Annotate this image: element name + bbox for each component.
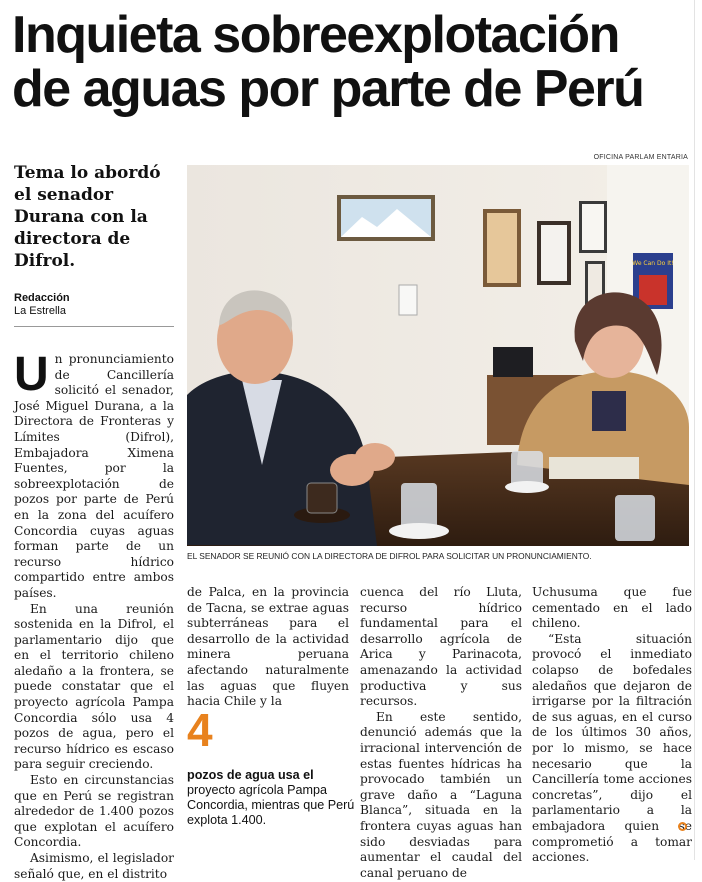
paragraph: Asimismo, el legislador señaló que, en el distrito: [14, 851, 174, 881]
drop-cap: U: [14, 348, 49, 401]
paragraph: Uchusuma que fue cementado en el lado chileno.: [532, 585, 692, 631]
headline-line-2: de aguas por parte de Perú: [12, 60, 644, 118]
headline-line-1: Inquieta sobreexplotación: [12, 6, 619, 64]
paragraph: de Palca, en la provincia de Tacna, se extrae aguas subterráneas para el desarrollo de la actividad minera peruana afectando naturalmente las aguas que fluyen hacia Chile y la: [187, 585, 349, 709]
article-column-2: [187, 585, 349, 710]
article-column-3: [360, 585, 522, 881]
byline-divider: [14, 326, 174, 327]
paragraph: En una reunión sostenida en la Difrol, el parlamentario dijo que en el territorio chileno aledaño a la frontera, se puede constatar que el proyecto agrícola Pampa Concordia sólo usa 4 pozos de agua, pero el recurso hídrico es escaso para seguir creciendo.: [14, 601, 174, 772]
author-name: Redacción: [14, 292, 70, 304]
paragraph: “Esta situación provocó el inmediato colapso de bofedales aledaños que dejaron de irrigarse por la filtración de sus aguas, en el curso de los últimos 30 años, por lo mismo, se hace necesario que la Cancillería tome acciones concretas”, dijo el parlamentario a la embajadora quien se comprometió a tomar acciones.: [532, 631, 692, 865]
stat-text: proyecto agrícola Pampa Concordia, mientras que Perú explota 1.400.: [187, 783, 355, 827]
photo-caption: EL SENADOR SE REUNIÓ CON LA DIRECTORA DE DIFROL PARA SOLICITAR UN PRONUNCIAMIENTO.: [187, 551, 592, 561]
paragraph: Esto en circunstancias que en Perú se registran alrededor de 1.400 pozos que explotan el acuífero Concordia.: [14, 773, 174, 850]
headline: [12, 8, 692, 116]
paragraph: cuenca del río Lluta, recurso hídrico fundamental para el desarrollo agrícola de Arica y Parinacota, amenazando la actividad productiva y sus recursos.: [360, 585, 522, 709]
author-outlet: La Estrella: [14, 305, 66, 317]
stat-number: 4: [187, 704, 213, 756]
article-column-4: [532, 585, 692, 866]
stat-bold-text: pozos de agua usa el: [187, 768, 314, 782]
poster-text: We Can Do It!: [632, 260, 674, 267]
photo-illustration: [187, 165, 689, 546]
photo-credit: OFICINA PARLAM ENTARIA: [593, 154, 688, 161]
byline: [14, 292, 70, 318]
paragraph: [14, 348, 174, 602]
lead-text: n pronunciamiento de Cancillería solicitó el senador, José Miguel Durana, a la Directora de Fronteras y Límites (Difrol), Embajadora Ximena Fuentes, por la sobreexplotación de pozos por parte de Perú en la zona del acuífero Concordia cuyas aguas forman parte de un recurso hídrico compartido entre ambos países.: [14, 352, 174, 600]
end-mark-icon: [678, 822, 687, 831]
subheadline: Tema lo abordó el senador Durana con la directora de Difrol.: [14, 163, 161, 271]
article-column-1: [14, 348, 174, 882]
article-photo: [187, 165, 689, 546]
column-divider: [694, 0, 695, 860]
stat-callout: [187, 768, 355, 828]
paragraph: En este sentido, denunció además que la irracional intervención de estas fuentes hídricas ha provocado también un grave daño a “Laguna Blanca”, situada en la frontera cuyas aguas han sido desviadas para aumentar el caudal del canal peruano de: [360, 709, 522, 880]
